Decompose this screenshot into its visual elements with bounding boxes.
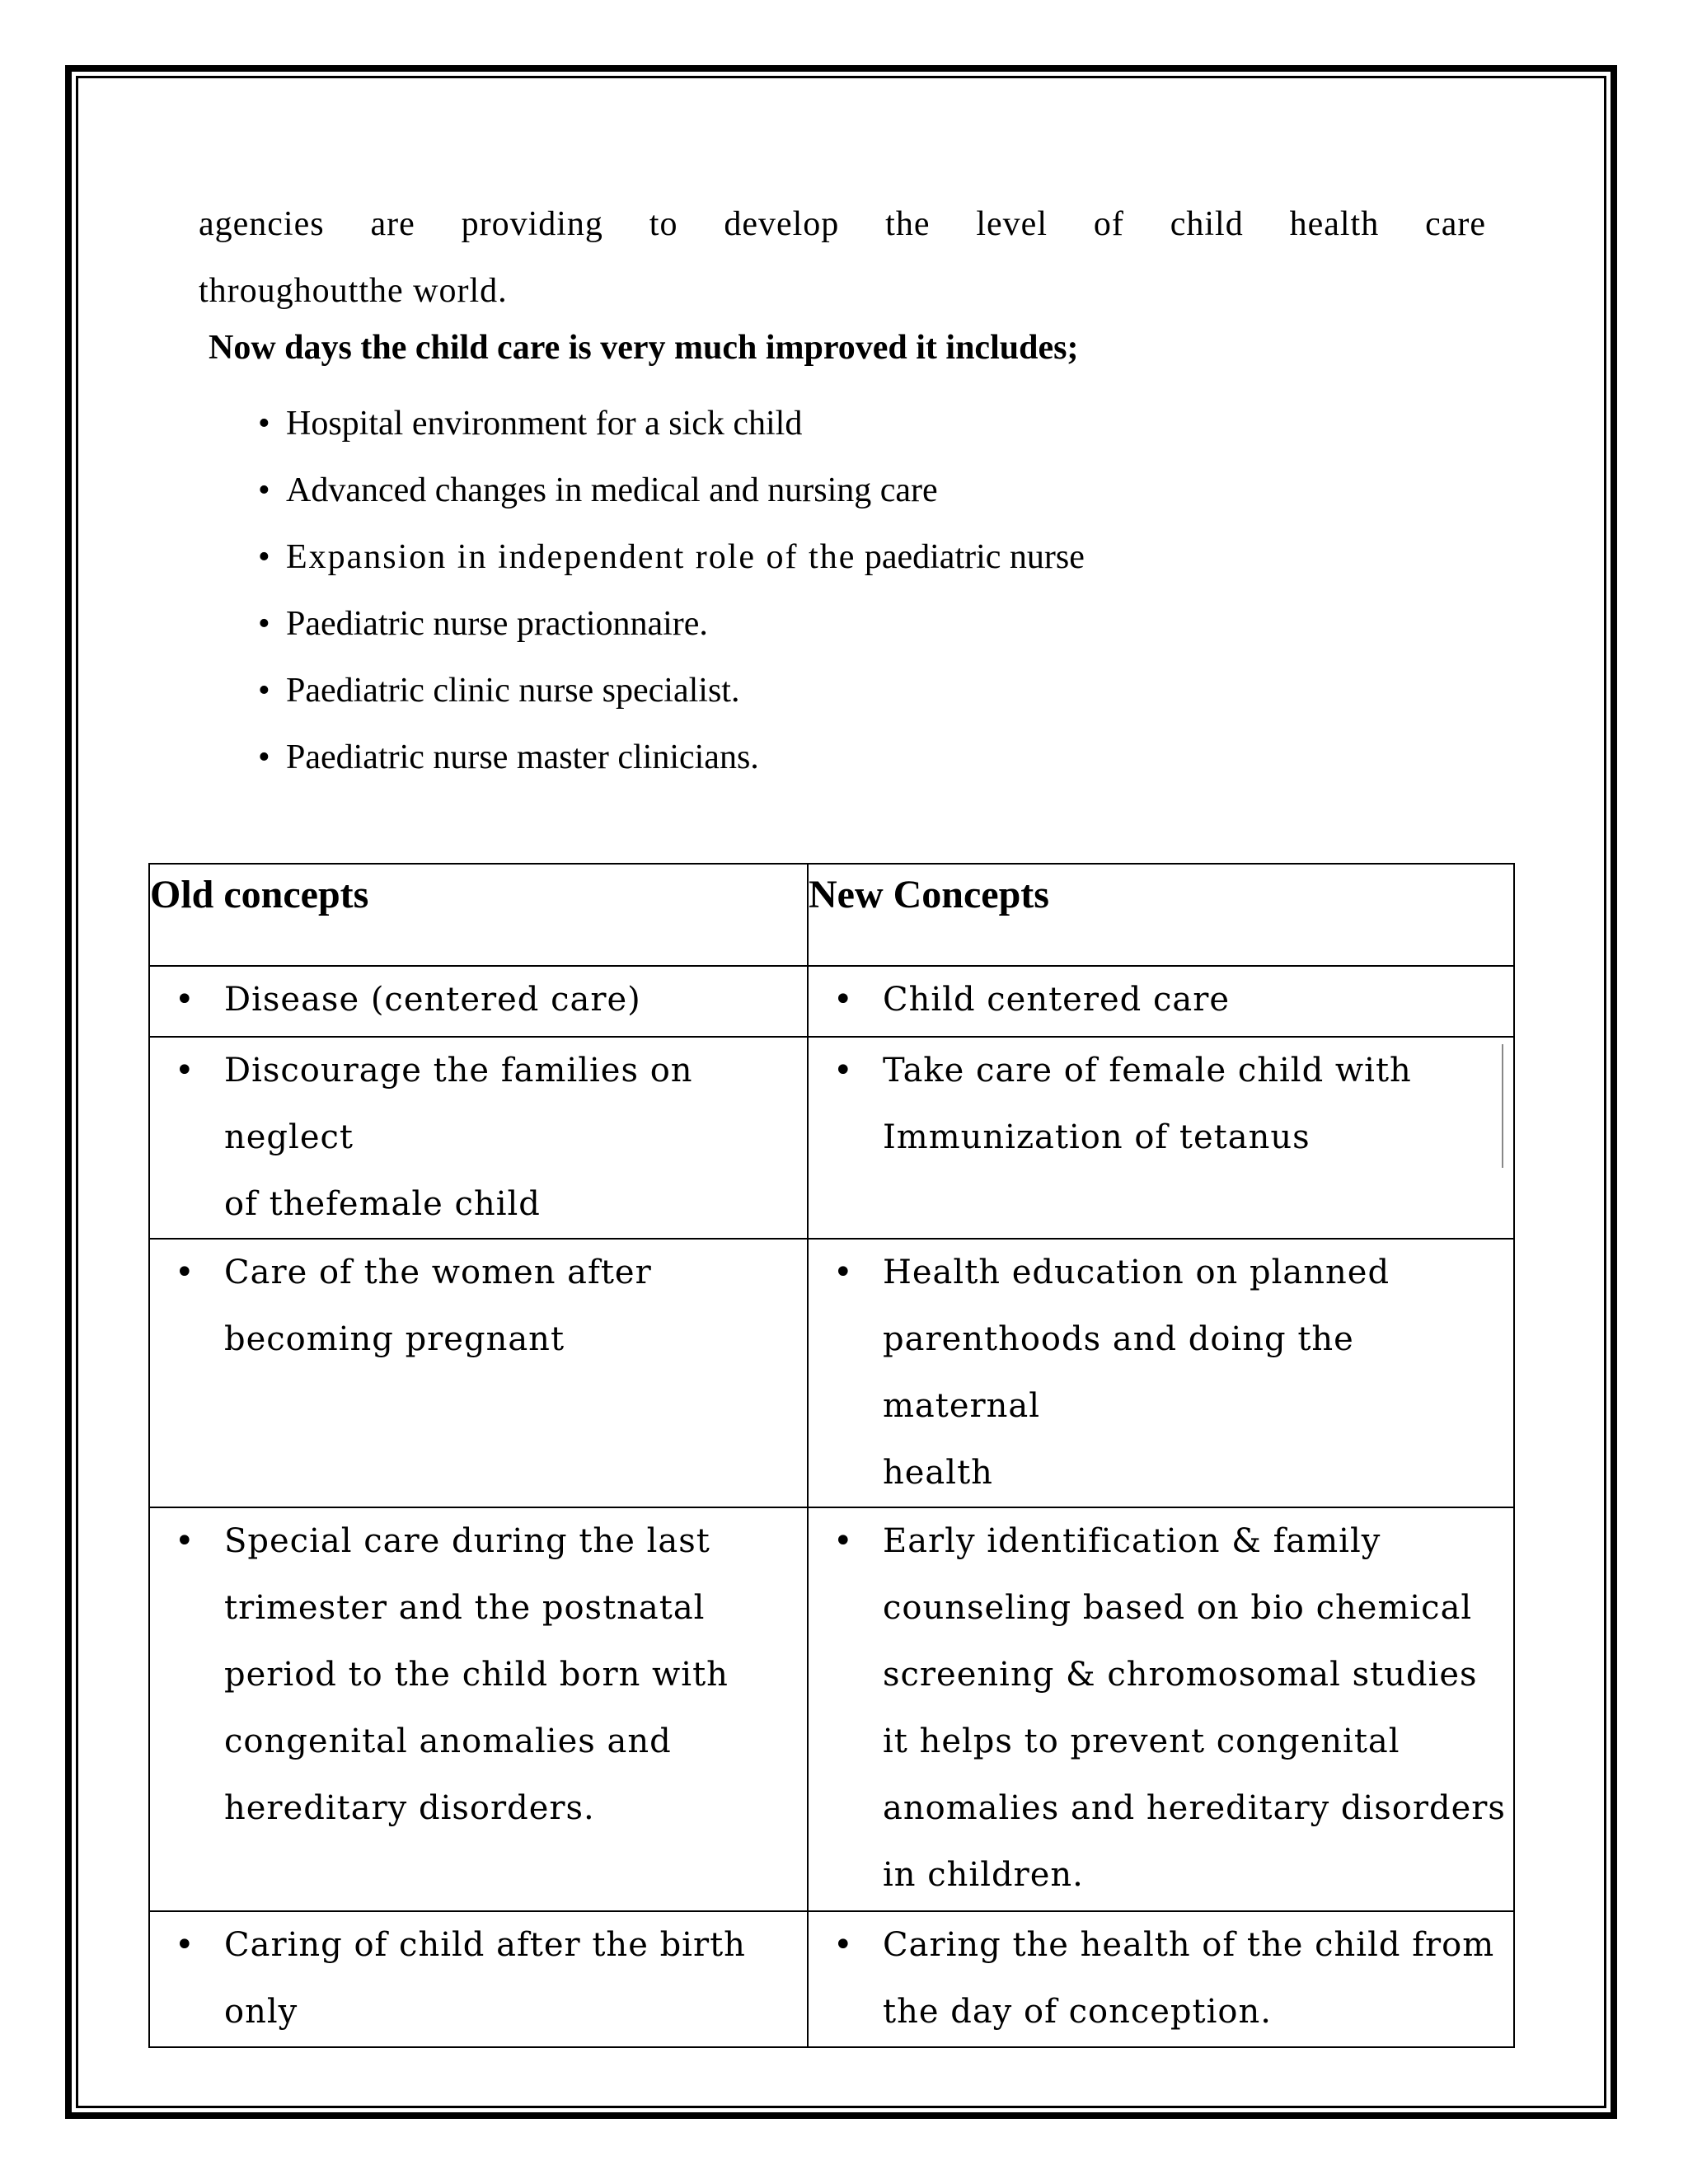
- old-concept-cell: • Caring of child after the birth only: [149, 1911, 808, 2047]
- new-concept-cell: • Early identification & family counseling based on bio chemical screening & chromosomal studies it helps to prevent congenital anomalies and hereditary disorders in children.: [808, 1507, 1514, 1911]
- old-concept-cell: • Disease (centered care): [149, 966, 808, 1037]
- bullet-icon: •: [175, 1254, 195, 1291]
- bullet-icon: •: [258, 672, 270, 710]
- bullet-icon: •: [833, 1052, 854, 1090]
- intro-line-1: agencies are providing to develop the level of child health care: [199, 205, 1486, 243]
- new-concept-cell: • Caring the health of the child from the day of conception.: [808, 1911, 1514, 2047]
- bullet-icon: •: [258, 471, 270, 509]
- new-concept-cell: • Take care of female child with Immunization of tetanus: [808, 1037, 1514, 1239]
- list-item: • Paediatric nurse master clinicians.: [258, 724, 1085, 791]
- bullet-icon: •: [175, 1926, 195, 1964]
- old-concept-cell: • Special care during the last trimester and the postnatal period to the child born with congenital anomalies and hereditary disorders.: [149, 1507, 808, 1911]
- improvements-list: [258, 391, 1085, 791]
- cell-divider-line: [1502, 1044, 1503, 1168]
- concepts-table: [148, 863, 1515, 2048]
- old-concept-cell: • Discourage the families on neglect of thefemale child: [149, 1037, 808, 1239]
- bullet-icon: •: [833, 981, 854, 1019]
- table-row: [149, 1037, 1514, 1239]
- table-header-row: [149, 864, 1514, 966]
- bullet-icon: •: [258, 538, 270, 576]
- bullet-icon: •: [833, 1926, 854, 1964]
- list-item: • Expansion in independent role of the paediatric nurse: [258, 524, 1085, 591]
- bullet-icon: •: [258, 738, 270, 776]
- old-concept-cell: • Care of the women after becoming pregnant: [149, 1239, 808, 1507]
- bullet-icon: •: [175, 1052, 195, 1090]
- table-row: [149, 966, 1514, 1037]
- intro-paragraph: [199, 191, 1486, 325]
- list-item: • Paediatric clinic nurse specialist.: [258, 658, 1085, 724]
- section-heading: Now days the child care is very much improved it includes;: [209, 329, 1079, 367]
- new-concepts-header: New Concepts: [808, 864, 1514, 966]
- new-concept-cell: • Health education on planned parenthoods and doing the maternal health: [808, 1239, 1514, 1507]
- intro-line-2: throughoutthe world.: [199, 272, 508, 310]
- bullet-icon: •: [258, 405, 270, 443]
- list-item: • Hospital environment for a sick child: [258, 391, 1085, 457]
- new-concept-cell: • Child centered care: [808, 966, 1514, 1037]
- old-concepts-header: Old concepts: [149, 864, 808, 966]
- bullet-icon: •: [175, 981, 195, 1019]
- table-row: [149, 1911, 1514, 2047]
- bullet-icon: •: [175, 1522, 195, 1560]
- bullet-icon: •: [258, 605, 270, 643]
- list-item: • Advanced changes in medical and nursing care: [258, 457, 1085, 524]
- bullet-icon: •: [833, 1522, 854, 1560]
- list-item: • Paediatric nurse practionnaire.: [258, 591, 1085, 658]
- table-row: [149, 1507, 1514, 1911]
- table-row: [149, 1239, 1514, 1507]
- bullet-icon: •: [833, 1254, 854, 1291]
